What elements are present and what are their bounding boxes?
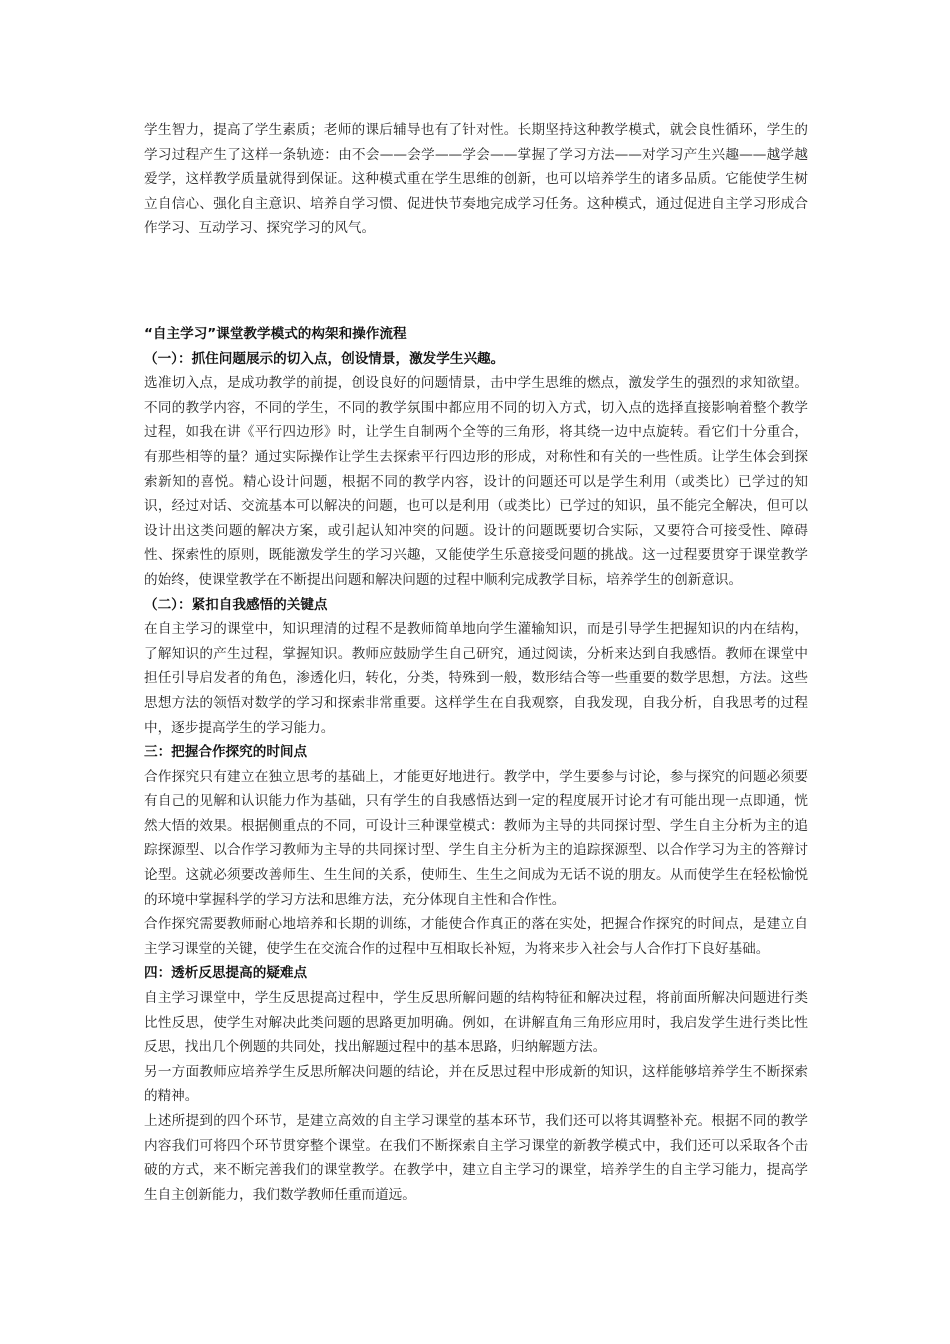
subsection-1-paragraph-1: 选准切入点，是成功教学的前提，创设良好的问题情景，击中学生思维的燃点，激发学生的强烈的求知欲望。不同的教学内容，不同的学生，不同的教学氛围中都应用不同的切入方式，切入点的选择直接影响着整个教学过程，如我在讲《平行四边形》时，让学生自制两个全等的三角形，将其绕一边中点旋转。看它们十分重合，有那些相等的量？通过实际操作让学生去探索平行四边形的形成，对称性和有关的一些性质。让学生体会到探索新知的喜悦。精心设计问题，根据不同的教学内容，设计的问题还可以是学生利用（或类比）已学过的知识，经过对话、交流基本可以解决的问题，也可以是利用（或类比）已学过的知识，虽不能完全解决，但可以设计出这类问题的解决方案，或引起认知冲突的问题。设计的问题既要切合实际，又要符合可接受性、障碍性、探索性的原则，既能激发学生的学习兴趣，又能使学生乐意接受问题的挑战。这一过程要贯穿于课堂教学的始终，使课堂教学在不断提出问题和解决问题的过程中顺利完成教学目标，培养学生的创新意识。 — [144, 375, 808, 588]
subsection-heading-3: 三：把握合作探究的时间点 — [144, 744, 308, 761]
subsection-4-paragraph-2: 另一方面教师应培养学生反思所解决问题的结论，并在反思过程中形成新的知识，这样能够培养学生不断探索的精神。 — [144, 1063, 808, 1105]
subsection-3-paragraph-2: 合作探究需要教师耐心地培养和长期的训练，才能使合作真正的落在实处，把握合作探究的时间点，是建立自主学习课堂的关键，使学生在交流合作的过程中互相取长补短，为将来步入社会与人合作打下良好基础。 — [144, 916, 808, 957]
main-section — [144, 322, 808, 1207]
subsection-4-paragraph-1: 自主学习课堂中，学生反思提高过程中，学生反思所解问题的结构特征和解决过程，将前面所解决问题进行类比性反思，使学生对解决此类问题的思路更加明确。例如，在讲解直角三角形应用时，我启发学生进行类比性反思，找出几个例题的共同处，找出解题过程中的基本思路，归纳解题方法。 — [144, 990, 808, 1056]
subsection-2-paragraph-1: 在自主学习的课堂中，知识理清的过程不是教师简单地向学生灌输知识，而是引导学生把握知识的内在结构，了解知识的产生过程，掌握知识。教师应鼓励学生自己研究，通过阅读，分析来达到自我感悟。教师在课堂中担任引导启发者的角色，渗透化归，转化，分类，特殊到一般，数形结合等一些重要的数学思想，方法。这些思想方法的领悟对数学的学习和探索非常重要。这样学生在自我观察，自我发现，自我分析，自我思考的过程中，逐步提高学生的学习能力。 — [144, 621, 808, 736]
subsection-heading-1: （一）：抓住问题展示的切入点，创设情景，激发学生兴趣。 — [144, 350, 505, 367]
intro-paragraph: 学生智力，提高了学生素质；老师的课后辅导也有了针对性。长期坚持这种教学模式，就会良性循环，学生的学习过程产生了这样一条轨迹：由不会——会学——学会——掌握了学习方法——对学习产生兴趣——越学越爱学，这样教学质量就得到保证。这种模式重在学生思维的创新，也可以培养学生的诸多品质。它能使学生树立自信心、强化自主意识、培养自学习惯、促进快节奏地完成学习任务。这种模式，通过促进自主学习形成合作学习、互动学习、探究学习的风气。 — [144, 122, 808, 237]
subsection-3-paragraph-1: 合作探究只有建立在独立思考的基础上，才能更好地进行。教学中，学生要参与讨论，参与探究的问题必须要有自己的见解和认识能力作为基础，只有学生的自我感悟达到一定的程度展开讨论才有可能出现一点即通，恍然大悟的效果。根据侧重点的不同，可设计三种课堂模式：教师为主导的共同探讨型、学生自主分析为主的追踪探源型、以合作学习教师为主导的共同探讨型、学生自主分析为主的追踪探源型、以合作学习为主的答辩讨论型。这就必须要改善师生、生生间的关系，使师生、生生之间成为无话不说的朋友。从而使学生在轻松愉悦的环境中掌握科学的学习方法和思维方法，充分体现自主性和合作性。 — [144, 768, 808, 908]
intro-section — [144, 118, 808, 241]
subsection-4-paragraph-3: 上述所提到的四个环节，是建立高效的自主学习课堂的基本环节，我们还可以将其调整补充。根据不同的教学内容我们可将四个环节贯穿整个课堂。在我们不断探索自主学习课堂的新教学模式中，我们还可以采取各个击破的方式，来不断完善我们的课堂教学。在教学中，建立自主学习的课堂，培养学生的自主学习能力，提高学生自主创新能力，我们数学教师任重而道远。 — [144, 1113, 808, 1203]
section-title: “自主学习”课堂教学模式的构架和操作流程 — [144, 326, 407, 342]
subsection-heading-2: （二）：紧扣自我感悟的关键点 — [144, 596, 328, 613]
subsection-heading-4: 四：透析反思提高的疑难点 — [144, 965, 308, 982]
